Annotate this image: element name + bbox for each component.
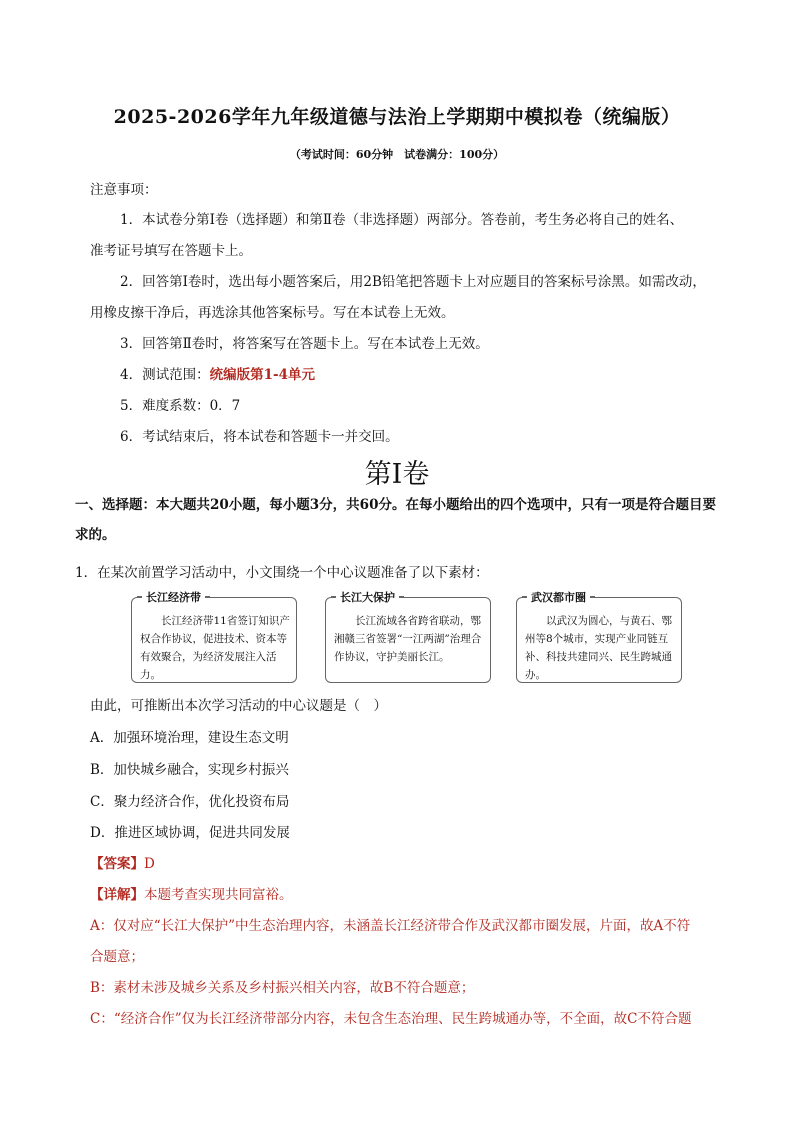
question-stem: 1．在某次前置学习活动中，小文围绕一个中心议题准备了以下素材： [75,565,489,581]
note-line: 用橡皮擦干净后，再选涂其他答案标号。写在本试卷上无效。 [90,305,455,321]
note-line: 2．回答第Ⅰ卷时，选出每小题答案后，用2B铅笔把答题卡上对应题目的答案标号涂黑。如需改动， [120,274,706,290]
card-body: 以武汉为圆心，与黄石、鄂州等8个城市，实现产业同链互补、科技共建同兴、民生跨城通办。 [525,615,672,681]
analysis-line: A：仅对应“长江大保护”中生态治理内容，未涵盖长江经济带合作及武汉都市圈发展，片面，故A不符 [90,918,691,934]
note-difficulty: 5．难度系数：0．7 [120,398,241,414]
exam-title: 2025-2026学年九年级道德与法治上学期期中模拟卷（统编版） [113,106,681,128]
card-title: 武汉都市圈 [527,589,590,605]
answer-line [90,852,155,872]
note-end: 6．考试结束后，将本试卷和答题卡一并交回。 [120,429,399,445]
option-a: A．加强环境治理，建设生态文明 [90,730,289,746]
option-d: D．推进区域协调，促进共同发展 [90,825,290,841]
card-title: 长江经济带 [142,589,205,605]
note-line: 1．本试卷分第Ⅰ卷（选择题）和第Ⅱ卷（非选择题）两部分。答卷前，考生务必将自己的姓名、 [120,212,684,228]
detail-text: 本题考查实现共同富裕。 [144,887,293,903]
section-description: 一、选择题：本大题共20小题，每小题3分，共60分。在每小题给出的四个选项中，只有一项是符合题目要求的。 [75,497,716,543]
section-title: 第Ⅰ卷 [364,459,430,490]
range-value: 统编版第1-4单元 [209,367,315,383]
answer-value: D [144,856,155,872]
card-body: 长江流域各省跨省联动，鄂湘赣三省签署“一江两湖”治理合作协议，守护美丽长江。 [334,615,482,663]
analysis-line: C：“经济合作”仅为长江经济带部分内容，未包含生态治理、民生跨城通办等，不全面，故C不符合题 [90,1011,692,1027]
exam-subtitle: （考试时间：60分钟 试卷满分：100分） [289,148,505,161]
notes-heading: 注意事项： [90,182,158,198]
material-card [516,591,682,683]
note-line: 准考证号填写在答题卡上。 [90,243,252,259]
card-body: 长江经济带11省签订知识产权合作协议，促进技术、资本等有效聚合，为经济发展注入活力。 [140,615,290,681]
range-label: 4．测试范围： [120,367,210,383]
analysis-line: B：素材未涉及城乡关系及乡村振兴相关内容，故B不符合题意； [90,980,475,996]
material-card [325,591,491,683]
option-b: B．加快城乡融合，实现乡村振兴 [90,762,289,778]
material-card [131,591,297,683]
analysis-line: 合题意； [90,949,144,965]
note-line: 3．回答第Ⅱ卷时，将答案写在答题卡上。写在本试卷上无效。 [120,336,489,352]
detail-tag: 【详解】 [90,887,144,903]
note-range [120,363,315,383]
detail-line [90,883,293,903]
card-title: 长江大保护 [336,589,399,605]
question-prompt: 由此，可推断出本次学习活动的中心议题是（ ） [90,698,387,714]
option-c: C．聚力经济合作，优化投资布局 [90,794,290,810]
answer-tag: 【答案】 [90,856,144,872]
